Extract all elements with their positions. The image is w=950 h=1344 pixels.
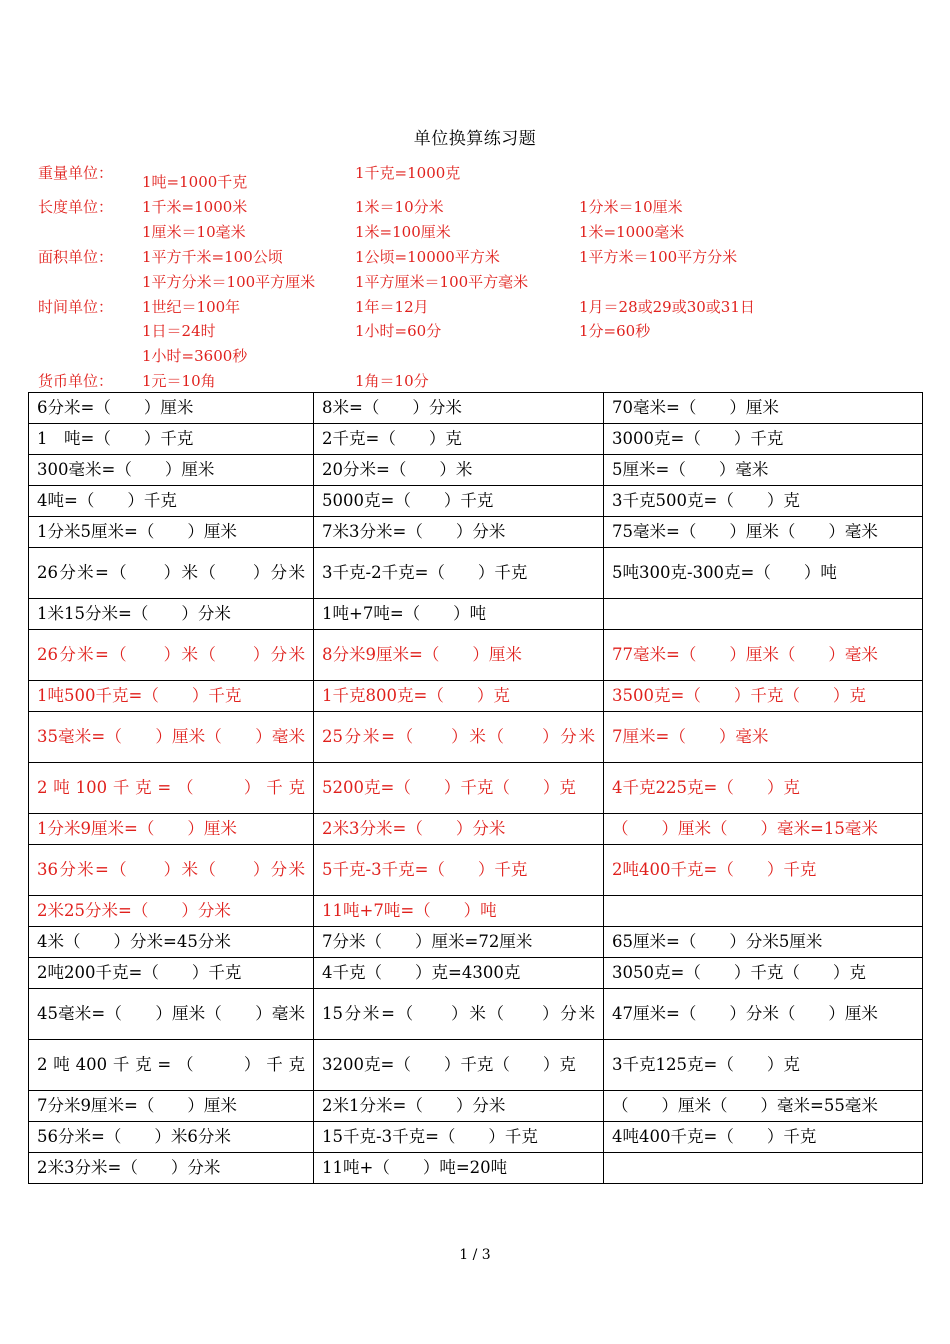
table-row	[29, 1153, 923, 1184]
table-row	[29, 763, 923, 814]
exercise-cell: 3千克-2千克=（ ）千克	[314, 548, 604, 599]
exercise-cell: 2吨400千克=（ ）千克	[604, 845, 923, 896]
exercise-cell: 3千克125克=（ ）克	[604, 1040, 923, 1091]
exercise-cell: 7分米（ ）厘米=72厘米	[314, 927, 604, 958]
exercise-cell: 2千克=（ ）克	[314, 424, 604, 455]
money-label: 货币单位：	[38, 372, 114, 390]
ref-item: 1米=100厘米	[355, 223, 451, 241]
exercise-cell: 5000克=（ ）千克	[314, 486, 604, 517]
ref-item: 1公顷=10000平方米	[355, 248, 500, 266]
ref-item: 1米=1000毫米	[579, 223, 685, 241]
exercise-cell: 1分米9厘米=（ ）厘米	[29, 814, 314, 845]
exercise-cell: 11吨+（ ）吨=20吨	[314, 1153, 604, 1184]
ref-item: 1平方厘米＝100平方毫米	[355, 273, 529, 291]
exercise-cell	[604, 599, 923, 630]
exercise-cell: 26分米=（ ）米（ ）分米	[29, 548, 314, 599]
ref-item: 1平方分米＝100平方厘米	[142, 273, 316, 291]
exercise-cell: 1吨500千克=（ ）千克	[29, 681, 314, 712]
exercise-cell	[604, 896, 923, 927]
table-row	[29, 681, 923, 712]
table-row	[29, 548, 923, 599]
length-label: 长度单位：	[38, 198, 114, 216]
page-title: 单位换算练习题	[413, 129, 537, 149]
exercise-cell: 20分米=（ ）米	[314, 455, 604, 486]
ref-item: 1日＝24时	[142, 322, 216, 340]
table-row	[29, 1122, 923, 1153]
exercise-cell: 8米=（ ）分米	[314, 393, 604, 424]
exercise-cell: 26分米=（ ）米（ ）分米	[29, 630, 314, 681]
ref-item: 1小时=60分	[355, 322, 442, 340]
unit-reference	[0, 0, 950, 400]
exercise-cell: 15千克-3千克=（ ）千克	[314, 1122, 604, 1153]
exercise-cell: 2米3分米=（ ）分米	[29, 1153, 314, 1184]
ref-item: 1吨=1000千克	[142, 173, 248, 191]
exercise-cell: 77毫米=（ ）厘米（ ）毫米	[604, 630, 923, 681]
exercise-cell: 4米（ ）分米=45分米	[29, 927, 314, 958]
table-row	[29, 599, 923, 630]
exercise-cell: 4吨=（ ）千克	[29, 486, 314, 517]
weight-label: 重量单位：	[38, 164, 114, 182]
table-row	[29, 1091, 923, 1122]
ref-item: 1年＝12月	[355, 298, 429, 316]
exercise-cell	[604, 1153, 923, 1184]
exercise-cell: 1吨+7吨=（ ）吨	[314, 599, 604, 630]
exercise-cell: 8分米9厘米=（ ）厘米	[314, 630, 604, 681]
ref-item: 1分=60秒	[579, 322, 651, 340]
exercise-cell: 35毫米=（ ）厘米（ ）毫米	[29, 712, 314, 763]
table-row	[29, 958, 923, 989]
ref-item: 1月＝28或29或30或31日	[579, 298, 755, 316]
table-row	[29, 424, 923, 455]
exercise-cell: 70毫米=（ ）厘米	[604, 393, 923, 424]
exercise-cell: 5吨300克-300克=（ ）吨	[604, 548, 923, 599]
exercise-cell: 2米25分米=（ ）分米	[29, 896, 314, 927]
exercise-cell: （ ）厘米（ ）毫米=15毫米	[604, 814, 923, 845]
exercise-cell: 7厘米=（ ）毫米	[604, 712, 923, 763]
ref-item: 1平方千米=100公顷	[142, 248, 283, 266]
exercise-cell: 5200克=（ ）千克（ ）克	[314, 763, 604, 814]
table-row	[29, 517, 923, 548]
ref-item: 1米＝10分米	[355, 198, 444, 216]
exercise-cell: 45毫米=（ ）厘米（ ）毫米	[29, 989, 314, 1040]
ref-item: 1世纪＝100年	[142, 298, 241, 316]
table-row	[29, 989, 923, 1040]
exercise-cell: 4吨400千克=（ ）千克	[604, 1122, 923, 1153]
ref-item: 1千克=1000克	[355, 164, 461, 182]
exercise-cell: 3千克500克=（ ）克	[604, 486, 923, 517]
area-label: 面积单位：	[38, 248, 114, 266]
ref-item: 1千米=1000米	[142, 198, 248, 216]
exercise-cell: 2吨200千克=（ ）千克	[29, 958, 314, 989]
exercise-cell: 2米3分米=（ ）分米	[314, 814, 604, 845]
exercise-cell: 15分米=（ ）米（ ）分米	[314, 989, 604, 1040]
page-number: 1 / 3	[459, 1247, 491, 1263]
exercise-cell: 25分米=（ ）米（ ）分米	[314, 712, 604, 763]
table-row	[29, 927, 923, 958]
exercise-cell: 5厘米=（ ）毫米	[604, 455, 923, 486]
exercise-cell: 56分米=（ ）米6分米	[29, 1122, 314, 1153]
exercise-cell: 36分米=（ ）米（ ）分米	[29, 845, 314, 896]
table-row	[29, 1040, 923, 1091]
exercise-cell: 47厘米=（ ）分米（ ）厘米	[604, 989, 923, 1040]
ref-item: 1分米＝10厘米	[579, 198, 683, 216]
ref-item: 1小时=3600秒	[142, 347, 248, 365]
exercise-cell: 7米3分米=（ ）分米	[314, 517, 604, 548]
exercise-cell: 3000克=（ ）千克	[604, 424, 923, 455]
table-row	[29, 814, 923, 845]
exercise-cell: 2吨100千克=（ ）千克	[29, 763, 314, 814]
exercise-cell: 7分米9厘米=（ ）厘米	[29, 1091, 314, 1122]
exercise-cell: 2吨400千克=（ ）千克	[29, 1040, 314, 1091]
exercise-cell: 3500克=（ ）千克（ ）克	[604, 681, 923, 712]
time-label: 时间单位：	[38, 298, 114, 316]
exercise-cell: 1米15分米=（ ）分米	[29, 599, 314, 630]
ref-item: 1元＝10角	[142, 372, 216, 390]
exercise-cell: 65厘米=（ ）分米5厘米	[604, 927, 923, 958]
exercise-cell: 300毫米=（ ）厘米	[29, 455, 314, 486]
ref-item: 1角＝10分	[355, 372, 429, 390]
exercise-cell: 4千克（ ）克=4300克	[314, 958, 604, 989]
exercise-cell: 3200克=（ ）千克（ ）克	[314, 1040, 604, 1091]
exercise-cell: 2米1分米=（ ）分米	[314, 1091, 604, 1122]
exercise-table	[28, 392, 923, 1184]
table-row	[29, 896, 923, 927]
exercise-cell: 1 吨=（ ）千克	[29, 424, 314, 455]
ref-item: 1厘米＝10毫米	[142, 223, 246, 241]
exercise-cell: （ ）厘米（ ）毫米=55毫米	[604, 1091, 923, 1122]
exercise-cell: 75毫米=（ ）厘米（ ）毫米	[604, 517, 923, 548]
exercise-cell: 1分米5厘米=（ ）厘米	[29, 517, 314, 548]
ref-item: 1平方米＝100平方分米	[579, 248, 738, 266]
exercise-cell: 6分米=（ ）厘米	[29, 393, 314, 424]
exercise-cell: 3050克=（ ）千克（ ）克	[604, 958, 923, 989]
table-row	[29, 393, 923, 424]
exercise-cell: 4千克225克=（ ）克	[604, 763, 923, 814]
table-row	[29, 486, 923, 517]
table-row	[29, 455, 923, 486]
exercise-cell: 1千克800克=（ ）克	[314, 681, 604, 712]
table-row	[29, 630, 923, 681]
table-row	[29, 845, 923, 896]
exercise-cell: 11吨+7吨=（ ）吨	[314, 896, 604, 927]
table-row	[29, 712, 923, 763]
exercise-cell: 5千克-3千克=（ ）千克	[314, 845, 604, 896]
